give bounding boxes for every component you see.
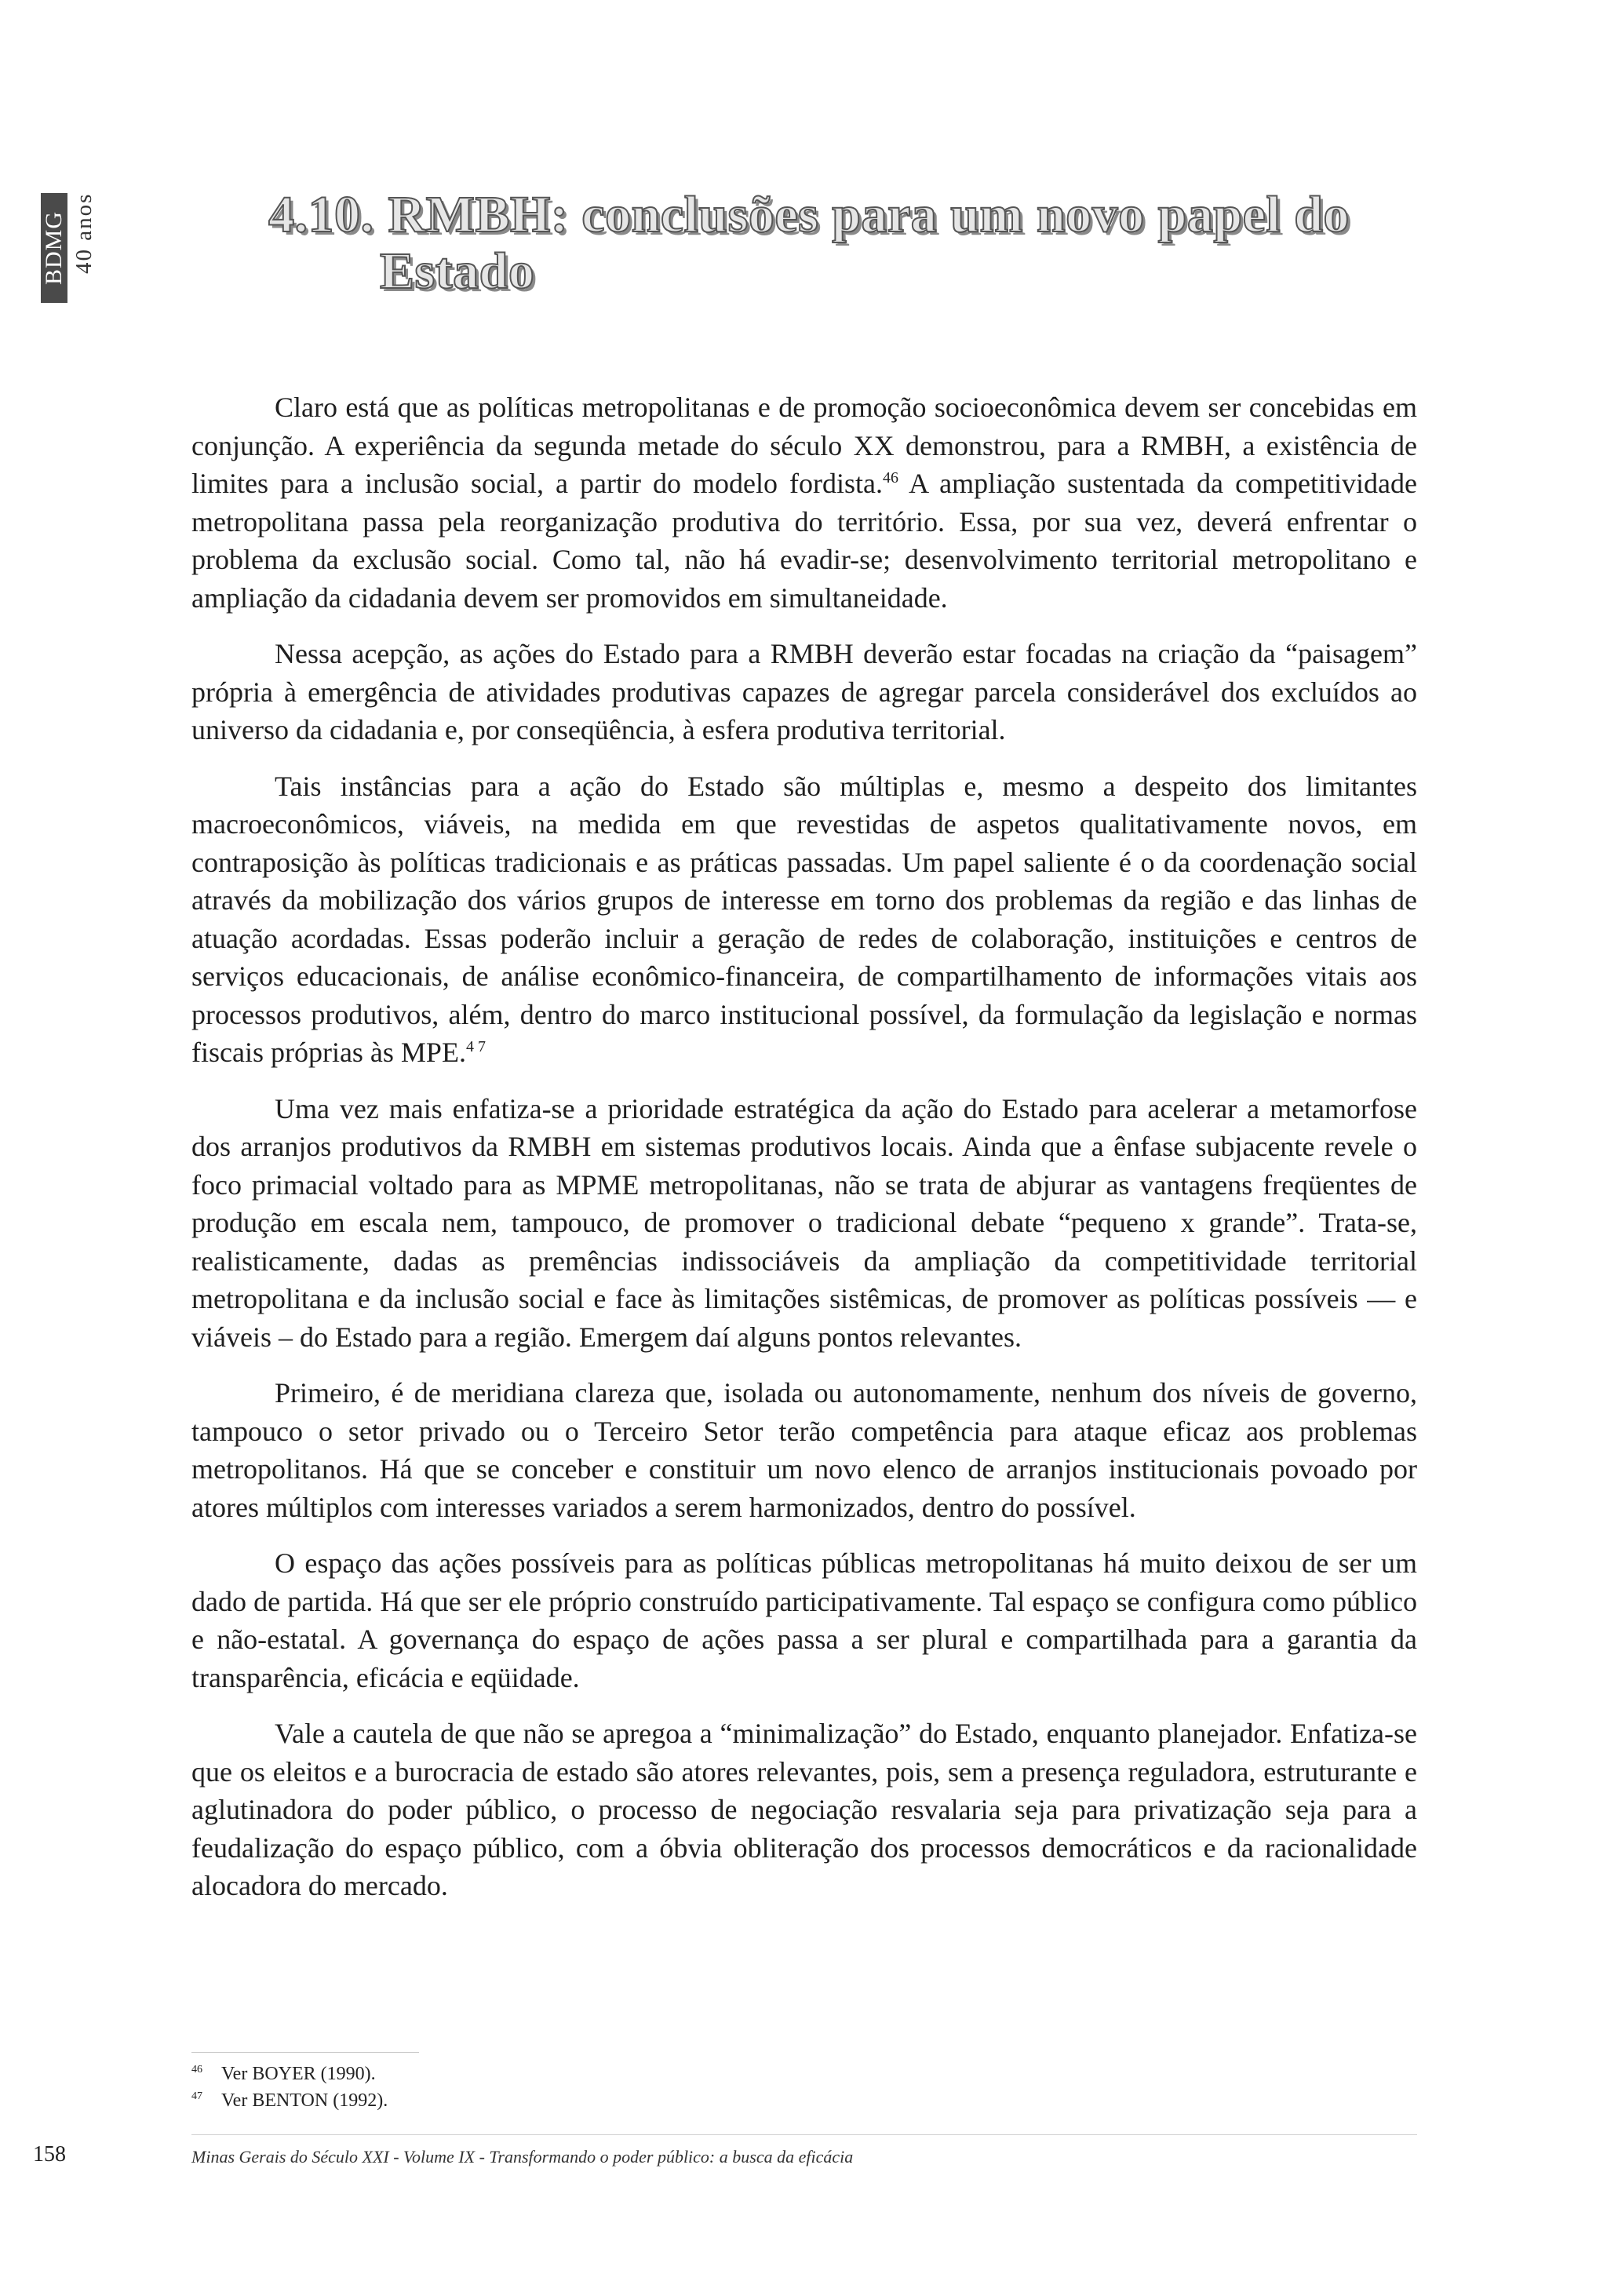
paragraph-5: Primeiro, é de meridiana clareza que, isolada ou autonomamente, nenhum dos níveis de governo, tampouco o setor privado ou o Terceiro Setor terão competência para ataque eficaz aos problemas metropolitanos. Há que se conceber e constituir um novo elenco de arranjos institucionais povoado por atores múltiplos com interesses variados a serem harmonizados, dentro do possível.	[191, 1377, 1417, 1523]
footnote-reference-47: 4 7	[465, 1038, 486, 1055]
section-title-line-1: RMBH: conclusões para um novo papel do	[388, 186, 1350, 243]
paragraph-1-part-a: Claro está que as políticas metropolitanas e de promoção socioeconômica devem ser concebidas em conjunção. A experiência da segunda metade do século XX demonstrou, para a RMBH, a existência de limites para a inclusão social, a partir do modelo fordista.	[191, 392, 1417, 499]
footnote-text: Ver BOYER (1990).	[221, 2064, 376, 2084]
footnote-reference-46: 46	[883, 469, 899, 487]
paragraph-1	[191, 388, 1417, 617]
page-number: 158	[33, 2142, 66, 2167]
footnote-divider	[191, 2052, 419, 2053]
section-number: 4.10.	[268, 186, 374, 243]
bdmg-40-anos-badge	[33, 188, 104, 306]
bdmg-label: BDMG	[41, 193, 67, 303]
footer-divider	[191, 2134, 1417, 2135]
running-footer: Minas Gerais do Século XXI - Volume IX - Transformando o poder público: a busca da eficácia	[191, 2147, 854, 2167]
paragraph-1-part-b: A ampliação sustentada da competitividade metropolitana passa pela reorganização produtiva do território. Essa, por sua vez, deverá enfrentar o problema da exclusão social. Como tal, não há evadir-se; desenvolvimento territorial metropolitano e ampliação da cidadania devem ser promovidos em simultaneidade.	[191, 468, 1417, 614]
paragraph-2: Nessa acepção, as ações do Estado para a RMBH deverão estar focadas na criação da “paisagem” própria à emergência de atividades produtivas capazes de agregar parcela considerável dos excluídos ao universo da cidadania e, por conseqüência, à esfera produtiva territorial.	[191, 638, 1417, 745]
paragraph-4: Uma vez mais enfatiza-se a prioridade estratégica da ação do Estado para acelerar a metamorfose dos arranjos produtivos da RMBH em sistemas produtivos locais. Ainda que a ênfase subjacente revele o foco primacial voltado para as MPME metropolitanas, não se trata de abjurar as vantagens freqüentes de produção em escala nem, tampouco, de promover o tradicional debate “pequeno x grande”. Trata-se, realisticamente, dadas as premências indissociáveis da ampliação da competitividade territorial metropolitana e da inclusão social e face às limitações sistêmicas, de promover as políticas possíveis — e viáveis – do Estado para a região. Emergem daí alguns pontos relevantes.	[191, 1092, 1417, 1353]
section-title-line-2: Estado	[380, 242, 535, 300]
footnote-47: 47 Ver BENTON (1992).	[191, 2090, 388, 2111]
footnotes	[191, 2061, 898, 2114]
anniversary-label: 40 anos	[71, 193, 97, 275]
footnote-text: Ver BENTON (1992).	[221, 2090, 388, 2111]
paragraph-7: Vale a cautela de que não se apregoa a “minimalização” do Estado, enquanto planejador. Enfatiza-se que os eleitos e a burocracia de estado são atores relevantes, pois, sem a presença reguladora, estruturante e aglutinadora do poder público, o processo de negociação resvalaria seja para privatização seja para a feudalização do espaço público, com a óbvia obliteração dos processos democráticos e da racionalidade alocadora do mercado.	[191, 1718, 1417, 1901]
paragraph-6: O espaço das ações possíveis para as políticas públicas metropolitanas há muito deixou de ser um dado de partida. Há que ser ele próprio construído participativamente. Tal espaço se configura como público e não-estatal. A governança do espaço de ações passa a ser plural e compartilhada para a garantia da transparência, eficácia e eqüidade.	[191, 1547, 1417, 1693]
paragraph-3-text: Tais instâncias para a ação do Estado são múltiplas e, mesmo a despeito dos limitantes macroeconômicos, viáveis, na medida em que revestidas de aspetos qualitativamente novos, em contraposição às políticas tradicionais e as práticas passadas. Um papel saliente é o da coordenação social através da mobilização dos vários grupos de interesse em torno dos problemas da região e das linhas de atuação acordadas. Essas poderão incluir a geração de redes de colaboração, instituições e centros de serviços educacionais, de análise econômico-financeira, de compartilhamento de informações vitais aos processos produtivos, além, dentro do marco institucional possível, da formulação da legislação e normas fiscais próprias às MPE.	[191, 770, 1417, 1068]
paragraph-3	[191, 767, 1417, 1072]
footnote-46: 46 Ver BOYER (1990).	[191, 2064, 376, 2084]
body-text	[191, 388, 1417, 1923]
section-title	[268, 187, 1445, 300]
